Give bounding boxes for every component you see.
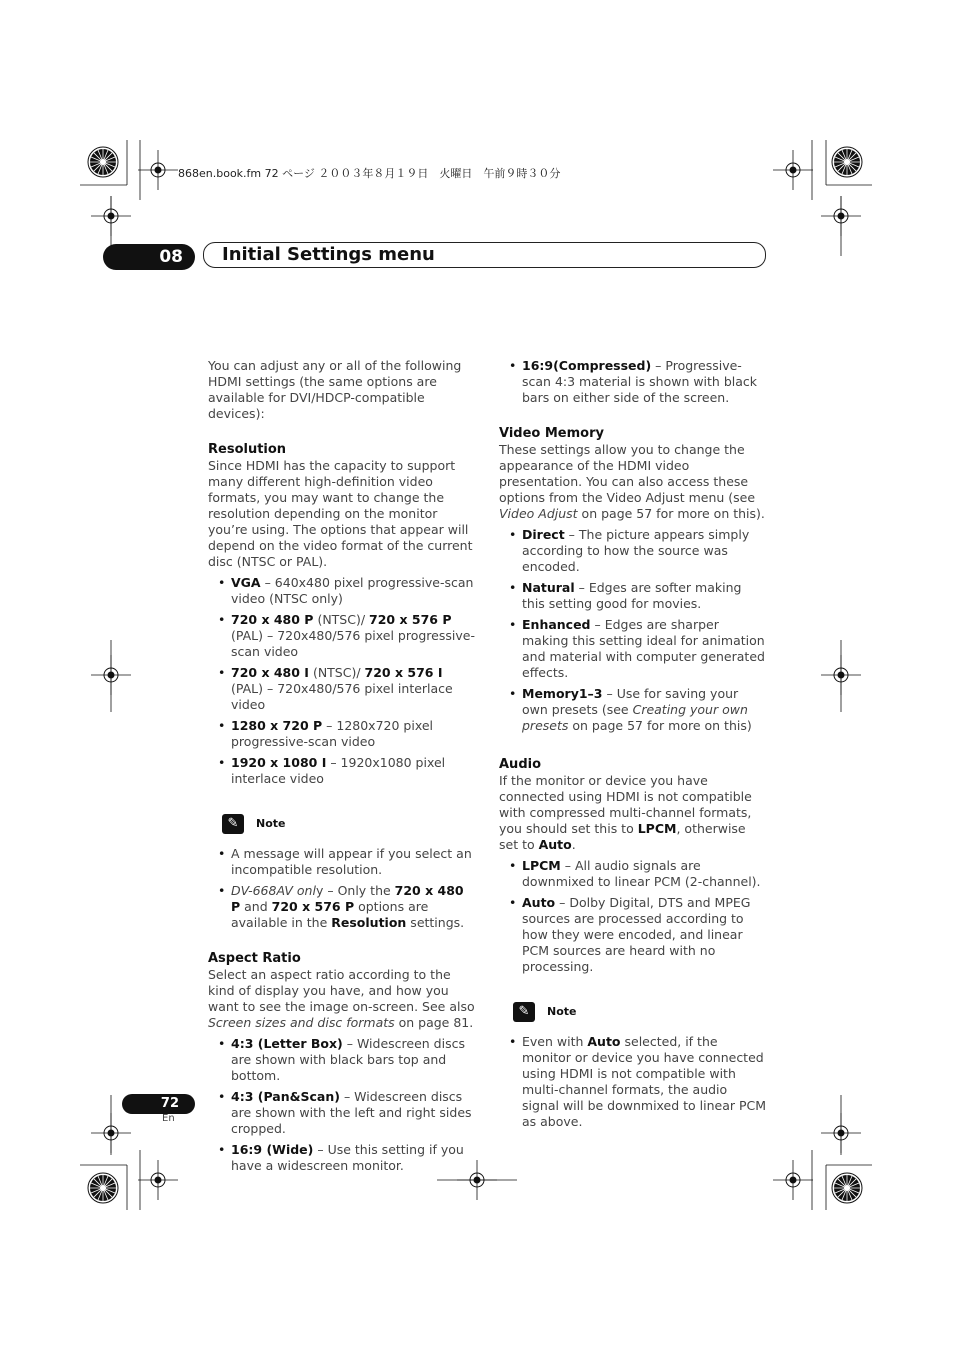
aspect-list-continued	[499, 358, 767, 406]
note-list	[499, 1034, 767, 1130]
resolution-heading: Resolution	[208, 442, 287, 457]
language-label: En	[162, 1113, 175, 1124]
audio-list	[499, 858, 767, 975]
list-item: • 720 x 480 I (NTSC)/ 720 x 576 I (PAL) – 720x480/576 pixel interlace video	[208, 665, 476, 713]
pencil-icon: ✎	[513, 1002, 535, 1022]
aspect-heading: Aspect Ratio	[208, 951, 301, 966]
registration-star-icon	[88, 1173, 118, 1203]
list-item: • Enhanced – Edges are sharper making this setting ideal for animation and material with computer generated effects.	[499, 617, 767, 681]
registration-crosshair-icon	[773, 150, 813, 190]
audio-body: If the monitor or device you have connected using HDMI is not compatible with compressed multi-channel formats, you should set this to LPCM, otherwise set to Auto.	[499, 773, 752, 852]
aspect-list	[208, 1036, 476, 1174]
right-column	[499, 358, 767, 1135]
note-label: Note	[547, 1005, 577, 1018]
list-item: • Auto – Dolby Digital, DTS and MPEG sources are processed according to how they were encoded, and linear PCM sources are heard with no processing.	[499, 895, 767, 975]
list-item: • Even with Auto selected, if the monitor or device you have connected using HDMI is not compatible with multi-channel formats, the audio signal will be downmixed to linear PCM as above.	[499, 1034, 767, 1130]
list-item: • 1280 x 720 P – 1280x720 pixel progressive-scan video	[208, 718, 476, 750]
video-memory-heading: Video Memory	[499, 426, 604, 441]
print-header: 868en.book.fm 72 ページ ２００３年８月１９日 火曜日 午前９時３０分	[178, 167, 561, 180]
registration-crosshair-icon	[138, 150, 178, 190]
list-item: • Direct – The picture appears simply according to how the source was encoded.	[499, 527, 767, 575]
note-header	[222, 812, 476, 836]
registration-crosshair-icon	[773, 1160, 813, 1200]
list-item: • Memory1–3 – Use for saving your own presets (see Creating your own presets on page 57 for more on this)	[499, 686, 767, 734]
pencil-icon: ✎	[222, 814, 244, 834]
registration-crosshair-icon	[138, 1160, 178, 1200]
list-item: • VGA – 640x480 pixel progressive-scan video (NTSC only)	[208, 575, 476, 607]
registration-star-icon	[832, 1173, 862, 1203]
list-item: • 1920 x 1080 I – 1920x1080 pixel interlace video	[208, 755, 476, 787]
note-header	[513, 1000, 767, 1024]
page-title: Initial Settings menu	[203, 242, 766, 268]
list-item: • A message will appear if you select an incompatible resolution.	[208, 846, 476, 878]
list-item: • DV-668AV only – Only the 720 x 480 P and 720 x 576 P options are available in the Resolution settings.	[208, 883, 476, 931]
audio-heading: Audio	[499, 757, 542, 772]
list-item: • 16:9(Compressed) – Progressive-scan 4:3 material is shown with black bars on either side of the screen.	[499, 358, 767, 406]
aspect-body: Select an aspect ratio according to the kind of display you have, and how you want to see the image on-screen. See also Screen sizes and disc formats on page 81.	[208, 967, 475, 1030]
video-memory-list	[499, 527, 767, 734]
list-item: • 16:9 (Wide) – Use this setting if you have a widescreen monitor.	[208, 1142, 476, 1174]
list-item: • Natural – Edges are softer making this setting good for movies.	[499, 580, 767, 612]
resolution-body: Since HDMI has the capacity to support many different high-definition video formats, you may want to change the resolution depending on the monitor you’re using. The options that appear will depend on the video format of the current disc (NTSC or PAL).	[208, 458, 473, 569]
list-item: • 4:3 (Letter Box) – Widescreen discs are shown with black bars top and bottom.	[208, 1036, 476, 1084]
intro-text: You can adjust any or all of the following HDMI settings (the same options are available for DVI/HDCP-compatible devices):	[208, 358, 462, 421]
registration-star-icon	[88, 147, 118, 177]
left-column	[208, 358, 476, 1179]
note-label: Note	[256, 817, 286, 830]
video-memory-body: These settings allow you to change the appearance of the HDMI video presentation. You can also access these options from the Video Adjust menu (see Video Adjust on page 57 for more on this).	[499, 442, 765, 521]
registration-star-icon	[832, 147, 862, 177]
chapter-number: 08	[103, 244, 195, 270]
list-item: • 4:3 (Pan&Scan) – Widescreen discs are shown with the left and right sides cropped.	[208, 1089, 476, 1137]
list-item: • 720 x 480 P (NTSC)/ 720 x 576 P (PAL) – 720x480/576 pixel progressive-scan video	[208, 612, 476, 660]
page-number: 72	[122, 1094, 195, 1114]
note-list	[208, 846, 476, 931]
list-item: • LPCM – All audio signals are downmixed to linear PCM (2-channel).	[499, 858, 767, 890]
resolution-list	[208, 575, 476, 787]
